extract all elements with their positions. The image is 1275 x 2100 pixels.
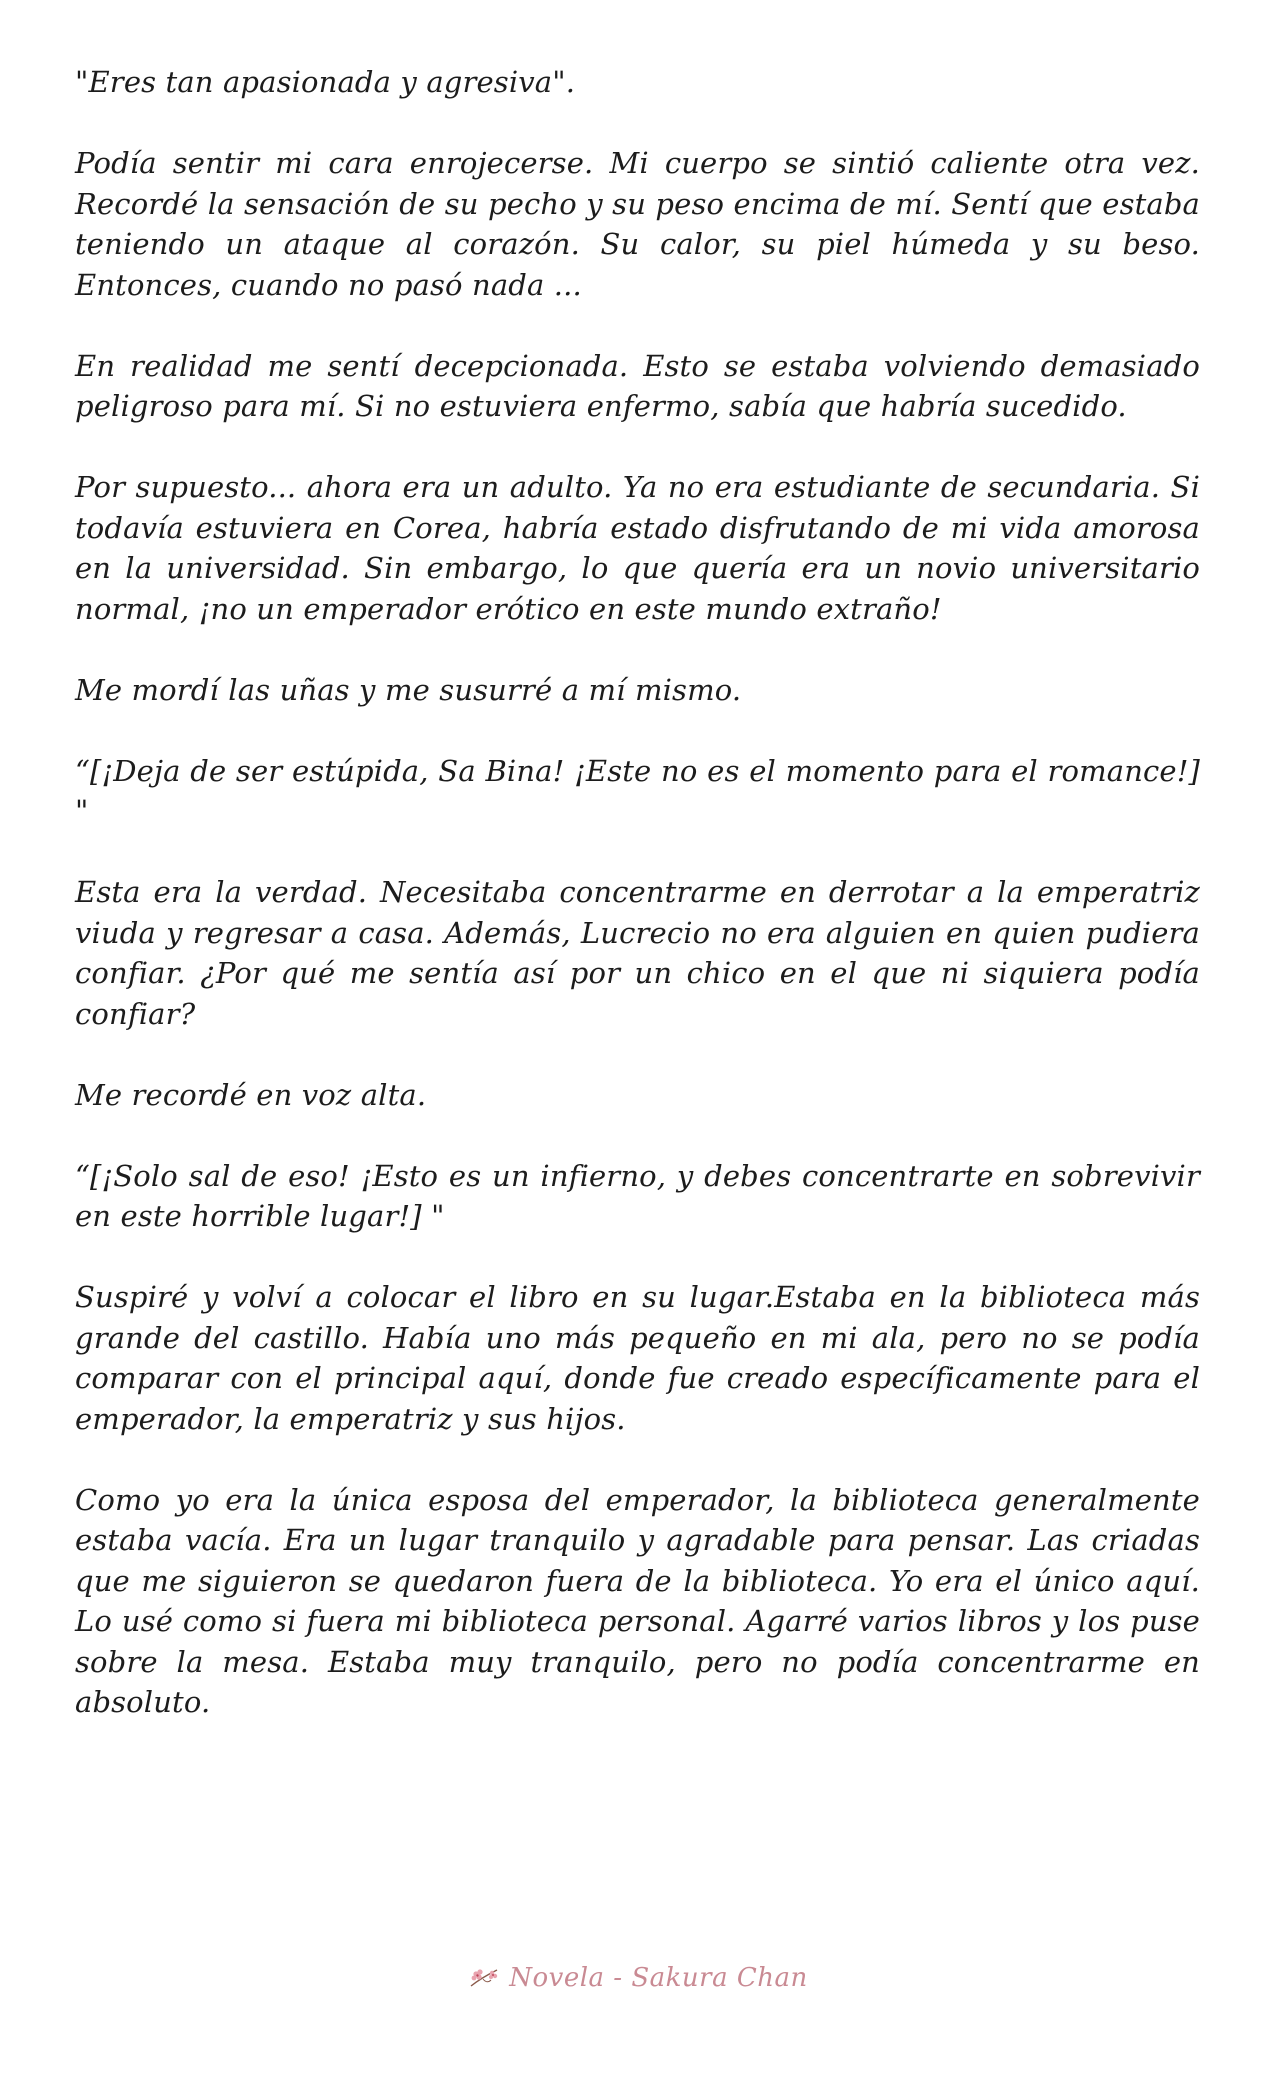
document-body xyxy=(75,62,1200,1763)
paragraph-3: En realidad me sentí decepcionada. Esto se estaba volviendo demasiado peligroso para mí. Si no estuviera enfermo, sabía que habría sucedido. xyxy=(75,348,1200,423)
watermark-footer xyxy=(0,1963,1275,1993)
paragraph-1: "Eres tan apasionada y agresiva". xyxy=(75,65,576,99)
watermark-text: Novela - Sakura Chan xyxy=(509,1963,808,1993)
sakura-flower-icon xyxy=(467,1964,503,1992)
paragraph-2: Podía sentir mi cara enrojecerse. Mi cuerpo se sintió caliente otra vez. Recordé la sensación de su pecho y su peso encima de mí. Sentí que estaba teniendo un ataque al corazón. Su calor, su piel húmeda y su beso. Entonces, cuando no pasó nada ... xyxy=(75,146,1200,302)
paragraph-6: “[¡Deja de ser estúpida, Sa Bina! ¡Este no es el momento para el romance!] " xyxy=(75,753,1200,828)
paragraph-11: Como yo era la única esposa del emperador, la biblioteca generalmente estaba vacía. Era un lugar tranquilo y agradable para pensar. Las criadas que me siguieron se quedaron fuera de la biblioteca. Yo era el único aquí. Lo usé como si fuera mi biblioteca personal. Agarré varios libros y los puse sobre la mesa. Estaba muy tranquilo, pero no podía concentrarme en absoluto. xyxy=(75,1482,1200,1719)
paragraph-5: Me mordí las uñas y me susurré a mí mismo. xyxy=(75,672,742,707)
paragraph-9: “[¡Solo sal de eso! ¡Esto es un infierno, y debes concentrarte en sobrevivir en este horrible lugar!] " xyxy=(75,1158,1200,1233)
paragraph-7: Esta era la verdad. Necesitaba concentrarme en derrotar a la emperatriz viuda y regresar a casa. Además, Lucrecio no era alguien en quien pudiera confiar. ¿Por qué me sentía así por un chico en el que ni siquiera podía confiar? xyxy=(75,875,1200,1031)
paragraph-4: Por supuesto... ahora era un adulto. Ya no era estudiante de secundaria. Si todavía estuviera en Corea, habría estado disfrutando de mi vida amorosa en la universidad. Sin embargo, lo que quería era un novio universitario normal, ¡no un emperador erótico en este mundo extraño! xyxy=(75,470,1200,626)
paragraph-10: Suspiré y volví a colocar el libro en su lugar.Estaba en la biblioteca más grande del castillo. Había uno más pequeño en mi ala, pero no se podía comparar con el principal aquí, donde fue creado específicamente para el emperador, la emperatriz y sus hijos. xyxy=(75,1280,1200,1436)
paragraph-8: Me recordé en voz alta. xyxy=(75,1077,427,1112)
